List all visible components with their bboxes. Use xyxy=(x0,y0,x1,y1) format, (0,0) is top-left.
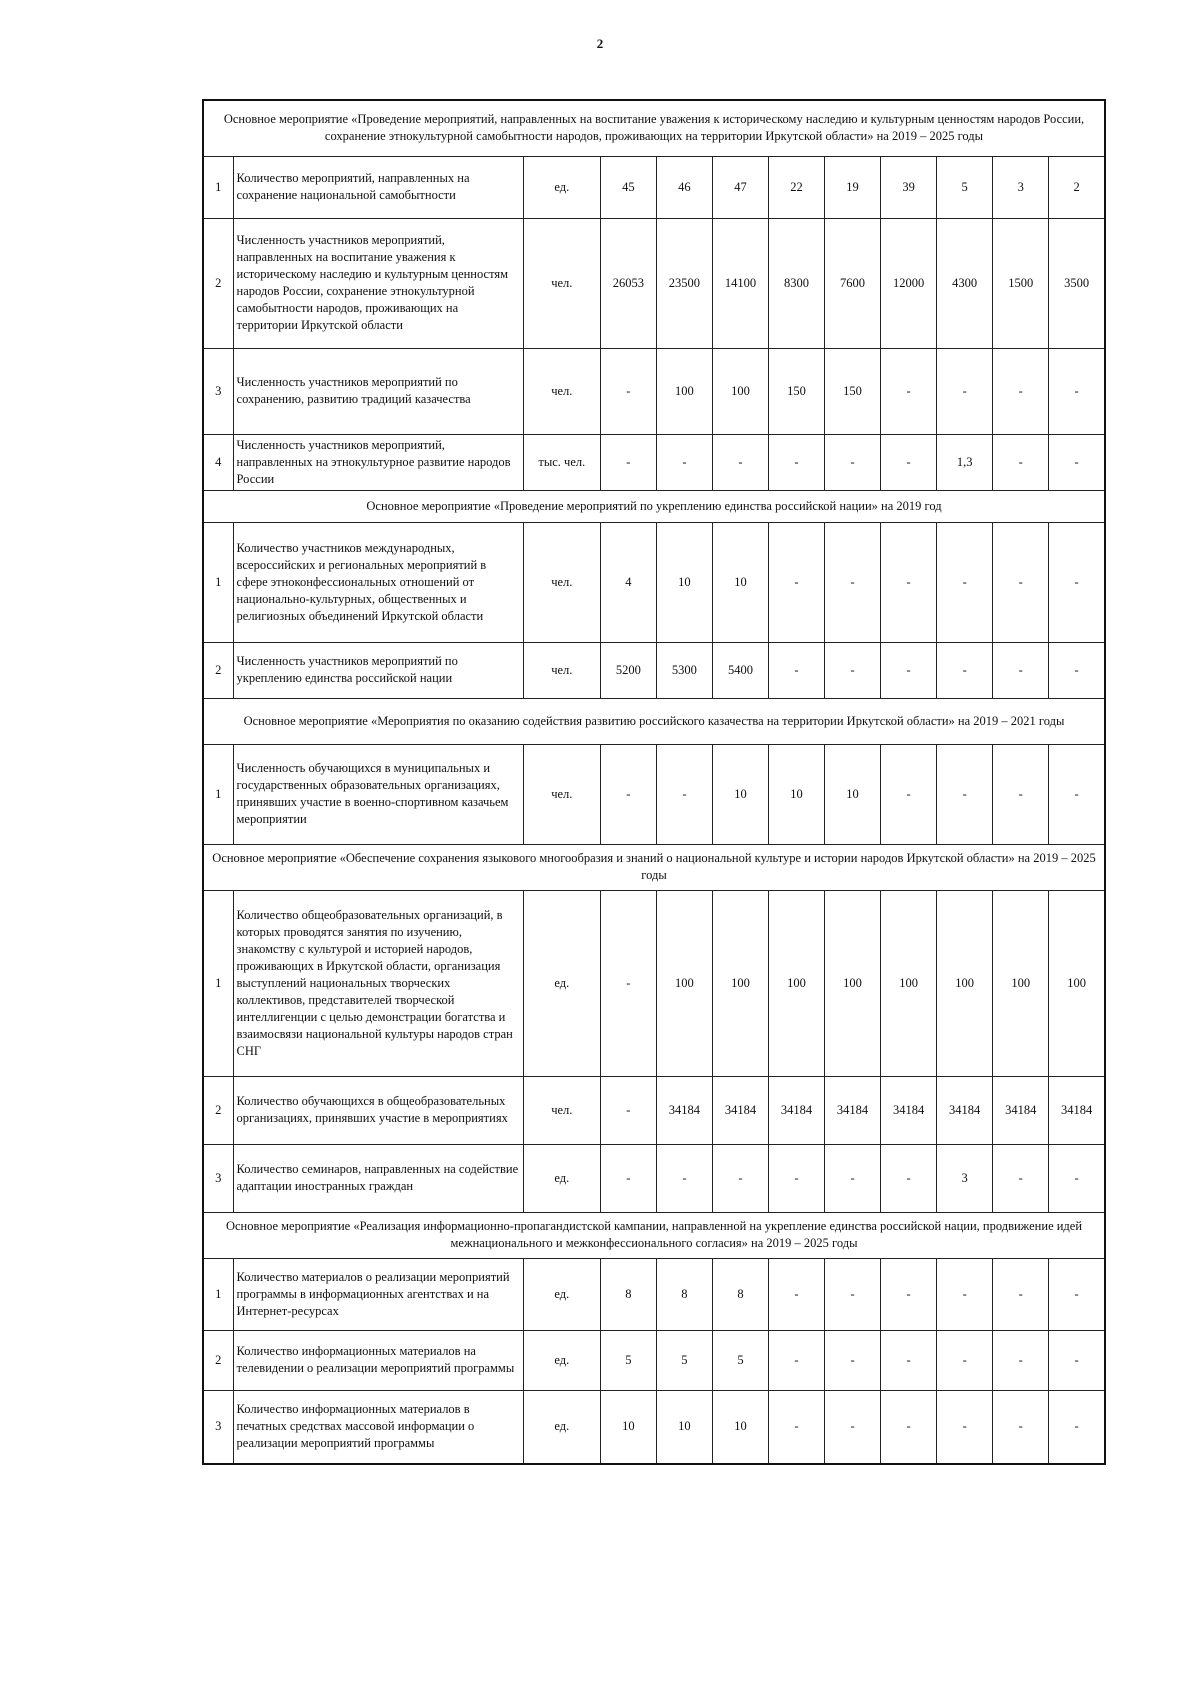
unit-cell: чел. xyxy=(523,348,600,434)
value-cell: 5400 xyxy=(712,642,768,698)
indicator-name: Количество участников международных, всероссийских и региональных мероприятий в сфере этноконфессиональных отношений от национально-культурных, общественных и религиозных объединений Иркутской области xyxy=(233,522,523,642)
indicator-name: Численность участников мероприятий по укреплению единства российской нации xyxy=(233,642,523,698)
value-cell: - xyxy=(768,1330,824,1390)
value-cell: - xyxy=(1049,522,1105,642)
unit-cell: ед. xyxy=(523,1390,600,1464)
value-cell: 100 xyxy=(768,890,824,1076)
value-cell: - xyxy=(993,522,1049,642)
value-cell: 12000 xyxy=(881,218,937,348)
row-number: 2 xyxy=(203,1076,233,1144)
value-cell: - xyxy=(937,1258,993,1330)
value-cell: 22 xyxy=(768,156,824,218)
table-row xyxy=(203,890,1105,1076)
value-cell: 47 xyxy=(712,156,768,218)
value-cell: - xyxy=(768,434,824,490)
unit-cell: ед. xyxy=(523,890,600,1076)
value-cell: 10 xyxy=(712,1390,768,1464)
section-header-row xyxy=(203,1212,1105,1258)
value-cell: 34184 xyxy=(881,1076,937,1144)
value-cell: - xyxy=(768,522,824,642)
table-row xyxy=(203,1076,1105,1144)
row-number: 2 xyxy=(203,218,233,348)
section-header-row xyxy=(203,490,1105,522)
value-cell: - xyxy=(1049,434,1105,490)
value-cell: - xyxy=(712,1144,768,1212)
value-cell: - xyxy=(600,744,656,844)
indicator-name: Численность участников мероприятий, направленных на воспитание уважения к историческому наследию и культурным ценностям народов России, сохранение этнокультурной самобытности народов, проживающих на территории Иркутской области xyxy=(233,218,523,348)
value-cell: 45 xyxy=(600,156,656,218)
unit-cell: ед. xyxy=(523,1144,600,1212)
value-cell: - xyxy=(993,1144,1049,1212)
value-cell: - xyxy=(881,1258,937,1330)
value-cell: - xyxy=(881,642,937,698)
value-cell: 5 xyxy=(656,1330,712,1390)
section-header-row xyxy=(203,100,1105,156)
value-cell: - xyxy=(600,890,656,1076)
value-cell: 8 xyxy=(600,1258,656,1330)
value-cell: - xyxy=(993,642,1049,698)
value-cell: - xyxy=(656,1144,712,1212)
value-cell: - xyxy=(825,1144,881,1212)
value-cell: 100 xyxy=(712,348,768,434)
indicator-name: Количество информационных материалов в печатных средствах массовой информации о реализации мероприятий программы xyxy=(233,1390,523,1464)
value-cell: 23500 xyxy=(656,218,712,348)
unit-cell: чел. xyxy=(523,642,600,698)
value-cell: 100 xyxy=(825,890,881,1076)
value-cell: 1500 xyxy=(993,218,1049,348)
value-cell: 4300 xyxy=(937,218,993,348)
value-cell: - xyxy=(600,1144,656,1212)
value-cell: 34184 xyxy=(993,1076,1049,1144)
row-number: 1 xyxy=(203,1258,233,1330)
unit-cell: чел. xyxy=(523,1076,600,1144)
value-cell: 100 xyxy=(993,890,1049,1076)
value-cell: 100 xyxy=(1049,890,1105,1076)
value-cell: 10 xyxy=(768,744,824,844)
indicator-name: Численность участников мероприятий, направленных на этнокультурное развитие народов России xyxy=(233,434,523,490)
unit-cell: ед. xyxy=(523,1330,600,1390)
value-cell: - xyxy=(712,434,768,490)
value-cell: - xyxy=(825,1330,881,1390)
value-cell: - xyxy=(825,1390,881,1464)
table-row xyxy=(203,744,1105,844)
value-cell: - xyxy=(993,1330,1049,1390)
value-cell: 100 xyxy=(656,348,712,434)
value-cell: 5300 xyxy=(656,642,712,698)
row-number: 4 xyxy=(203,434,233,490)
value-cell: - xyxy=(937,744,993,844)
value-cell: - xyxy=(937,348,993,434)
unit-cell: тыс. чел. xyxy=(523,434,600,490)
row-number: 3 xyxy=(203,348,233,434)
value-cell: - xyxy=(656,434,712,490)
value-cell: - xyxy=(1049,744,1105,844)
value-cell: - xyxy=(937,522,993,642)
unit-cell: чел. xyxy=(523,218,600,348)
table-row xyxy=(203,642,1105,698)
section-title: Основное мероприятие «Обеспечение сохранения языкового многообразия и знаний о национальной культуре и истории народов Иркутской области» на 2019 – 2025 годы xyxy=(203,844,1105,890)
value-cell: - xyxy=(825,522,881,642)
unit-cell: ед. xyxy=(523,156,600,218)
value-cell: 34184 xyxy=(656,1076,712,1144)
unit-cell: чел. xyxy=(523,522,600,642)
unit-cell: чел. xyxy=(523,744,600,844)
value-cell: 10 xyxy=(656,522,712,642)
row-number: 2 xyxy=(203,1330,233,1390)
value-cell: 8 xyxy=(712,1258,768,1330)
value-cell: - xyxy=(600,1076,656,1144)
table-row xyxy=(203,348,1105,434)
value-cell: - xyxy=(937,642,993,698)
section-header-row xyxy=(203,844,1105,890)
table-row xyxy=(203,218,1105,348)
value-cell: 34184 xyxy=(937,1076,993,1144)
value-cell: 7600 xyxy=(825,218,881,348)
value-cell: - xyxy=(1049,1390,1105,1464)
indicator-name: Количество общеобразовательных организаций, в которых проводятся занятия по изучению, знакомству с культурой и историей народов, проживающих в Иркутской области, организация выступлений национальных творческих коллективов, представителей творческой интеллигенции с целью демонстрации богатства и взаимосвязи национальной культуры народов стран СНГ xyxy=(233,890,523,1076)
value-cell: - xyxy=(825,1258,881,1330)
row-number: 1 xyxy=(203,890,233,1076)
table-body xyxy=(203,100,1105,1464)
value-cell: 5 xyxy=(600,1330,656,1390)
table-row xyxy=(203,522,1105,642)
section-title: Основное мероприятие «Реализация информационно-пропагандистской кампании, направленной на укрепление единства российской нации, продвижение идей межнационального и межконфессионального согласия» на 2019 – 2025 годы xyxy=(203,1212,1105,1258)
value-cell: 100 xyxy=(712,890,768,1076)
indicator-name: Количество материалов о реализации мероприятий программы в информационных агентствах и на Интернет-ресурсах xyxy=(233,1258,523,1330)
value-cell: 8 xyxy=(656,1258,712,1330)
value-cell: 3 xyxy=(993,156,1049,218)
value-cell: 2 xyxy=(1049,156,1105,218)
value-cell: 3 xyxy=(937,1144,993,1212)
value-cell: 46 xyxy=(656,156,712,218)
value-cell: - xyxy=(881,522,937,642)
value-cell: 10 xyxy=(712,522,768,642)
value-cell: 4 xyxy=(600,522,656,642)
value-cell: - xyxy=(993,1390,1049,1464)
indicator-name: Количество мероприятий, направленных на сохранение национальной самобытности xyxy=(233,156,523,218)
value-cell: - xyxy=(881,434,937,490)
value-cell: 150 xyxy=(768,348,824,434)
value-cell: - xyxy=(600,348,656,434)
value-cell: - xyxy=(881,744,937,844)
section-title: Основное мероприятие «Проведение мероприятий по укреплению единства российской нации» на 2019 год xyxy=(203,490,1105,522)
value-cell: 14100 xyxy=(712,218,768,348)
table-row xyxy=(203,156,1105,218)
value-cell: 26053 xyxy=(600,218,656,348)
value-cell: 5200 xyxy=(600,642,656,698)
value-cell: 39 xyxy=(881,156,937,218)
section-title: Основное мероприятие «Мероприятия по оказанию содействия развитию российского казачества на территории Иркутской области» на 2019 – 2021 годы xyxy=(203,698,1105,744)
value-cell: - xyxy=(937,1390,993,1464)
table-row xyxy=(203,1258,1105,1330)
value-cell: - xyxy=(993,434,1049,490)
indicator-name: Количество семинаров, направленных на содействие адаптации иностранных граждан xyxy=(233,1144,523,1212)
page-number: 2 xyxy=(596,36,604,51)
value-cell: - xyxy=(768,1258,824,1330)
row-number: 1 xyxy=(203,522,233,642)
value-cell: - xyxy=(768,1390,824,1464)
value-cell: - xyxy=(768,642,824,698)
value-cell: 34184 xyxy=(825,1076,881,1144)
value-cell: - xyxy=(1049,1144,1105,1212)
row-number: 1 xyxy=(203,156,233,218)
value-cell: - xyxy=(825,434,881,490)
indicator-name: Количество информационных материалов на телевидении о реализации мероприятий программы xyxy=(233,1330,523,1390)
section-title: Основное мероприятие «Проведение мероприятий, направленных на воспитание уважения к историческому наследию и культурным ценностям народов России, сохранение этнокультурной самобытности народов, проживающих на территории Иркутской области» на 2019 – 2025 годы xyxy=(203,100,1105,156)
value-cell: - xyxy=(993,1258,1049,1330)
value-cell: - xyxy=(993,348,1049,434)
value-cell: 19 xyxy=(825,156,881,218)
value-cell: - xyxy=(1049,1258,1105,1330)
value-cell: - xyxy=(656,744,712,844)
value-cell: 10 xyxy=(712,744,768,844)
value-cell: - xyxy=(881,1390,937,1464)
value-cell: - xyxy=(937,1330,993,1390)
value-cell: 100 xyxy=(937,890,993,1076)
table-row xyxy=(203,434,1105,490)
value-cell: - xyxy=(993,744,1049,844)
value-cell: 150 xyxy=(825,348,881,434)
value-cell: 3500 xyxy=(1049,218,1105,348)
row-number: 1 xyxy=(203,744,233,844)
value-cell: - xyxy=(600,434,656,490)
value-cell: 34184 xyxy=(712,1076,768,1144)
table-row xyxy=(203,1390,1105,1464)
value-cell: 10 xyxy=(600,1390,656,1464)
row-number: 3 xyxy=(203,1390,233,1464)
indicator-name: Численность обучающихся в муниципальных и государственных образовательных организациях, принявших участие в военно-спортивном казачьем мероприятии xyxy=(233,744,523,844)
section-header-row xyxy=(203,698,1105,744)
indicators-table xyxy=(202,99,1106,1465)
indicator-name: Количество обучающихся в общеобразовательных организациях, принявших участие в мероприятиях xyxy=(233,1076,523,1144)
value-cell: - xyxy=(768,1144,824,1212)
table-row xyxy=(203,1330,1105,1390)
value-cell: - xyxy=(1049,348,1105,434)
value-cell: 5 xyxy=(937,156,993,218)
indicator-name: Численность участников мероприятий по сохранению, развитию традиций казачества xyxy=(233,348,523,434)
value-cell: 10 xyxy=(825,744,881,844)
value-cell: 34184 xyxy=(768,1076,824,1144)
value-cell: 10 xyxy=(656,1390,712,1464)
value-cell: - xyxy=(881,1144,937,1212)
value-cell: 34184 xyxy=(1049,1076,1105,1144)
value-cell: 8300 xyxy=(768,218,824,348)
unit-cell: ед. xyxy=(523,1258,600,1330)
value-cell: - xyxy=(1049,642,1105,698)
table-row xyxy=(203,1144,1105,1212)
value-cell: - xyxy=(825,642,881,698)
row-number: 3 xyxy=(203,1144,233,1212)
row-number: 2 xyxy=(203,642,233,698)
value-cell: - xyxy=(881,1330,937,1390)
value-cell: - xyxy=(881,348,937,434)
value-cell: - xyxy=(1049,1330,1105,1390)
value-cell: 100 xyxy=(881,890,937,1076)
value-cell: 100 xyxy=(656,890,712,1076)
value-cell: 1,3 xyxy=(937,434,993,490)
value-cell: 5 xyxy=(712,1330,768,1390)
